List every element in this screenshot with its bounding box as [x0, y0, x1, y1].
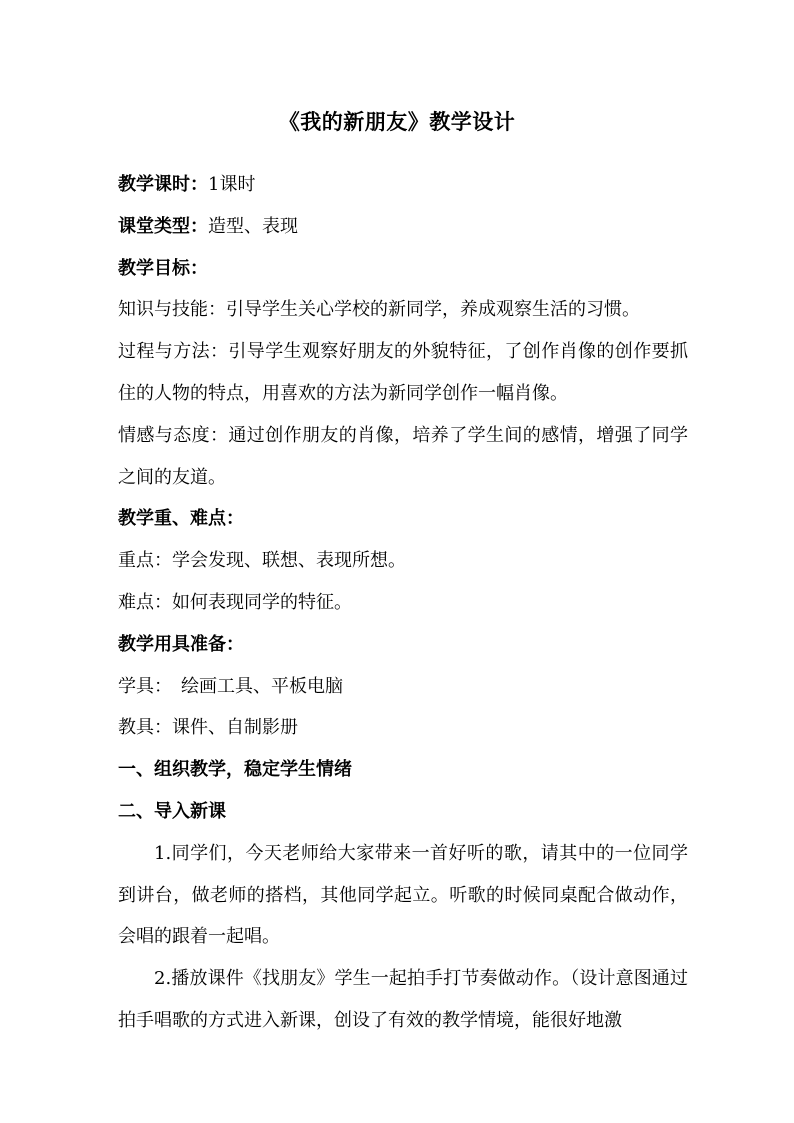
class-hours-value: 1课时 — [208, 174, 256, 195]
class-type-label: 课堂类型： — [118, 215, 208, 237]
step-1-paragraph: 1.同学们，今天老师给大家带来一首好听的歌，请其中的一位同学到讲台，做老师的搭档，其他同学起立。听歌的时候同桌配合做动作，会唱的跟着一起唱。 — [118, 842, 688, 948]
objectives-heading: 教学目标： — [118, 257, 208, 279]
class-type-row — [118, 206, 688, 248]
key-point-focus: 重点：学会发现、联想、表现所想。 — [118, 550, 406, 572]
document-body — [118, 164, 688, 1042]
key-points-heading: 教学重、难点： — [118, 508, 244, 530]
objective-knowledge: 知识与技能：引导学生关心学校的新同学，养成观察生活的习惯。 — [118, 299, 640, 321]
document-title: 《我的新朋友》教学设计 — [278, 109, 516, 134]
class-type-value: 造型、表现 — [208, 215, 298, 237]
section-heading-1: 一、组织教学，稳定学生情绪 — [118, 759, 352, 781]
materials-student: 学具： 绘画工具、平板电脑 — [118, 675, 343, 697]
class-hours-row — [118, 164, 688, 206]
section-heading-2: 二、导入新课 — [118, 800, 226, 822]
key-point-difficulty: 难点：如何表现同学的特征。 — [118, 591, 352, 613]
step-2-paragraph: 2.播放课件《找朋友》学生一起拍手打节奏做动作。（设计意图通过拍手唱歌的方式进入新课，创设了有效的教学情境，能很好地激 — [118, 968, 688, 1031]
objective-process: 过程与方法：引导学生观察好朋友的外貌特征，了创作肖像的创作要抓住的人物的特点，用喜欢的方法为新同学创作一幅肖像。 — [118, 341, 688, 404]
materials-heading: 教学用具准备： — [118, 633, 244, 655]
objective-emotion: 情感与态度：通过创作朋友的肖像，培养了学生间的感情，增强了同学之间的友道。 — [118, 424, 688, 488]
class-hours-label: 教学课时： — [118, 174, 208, 195]
materials-teacher: 教具：课件、自制影册 — [118, 717, 298, 739]
